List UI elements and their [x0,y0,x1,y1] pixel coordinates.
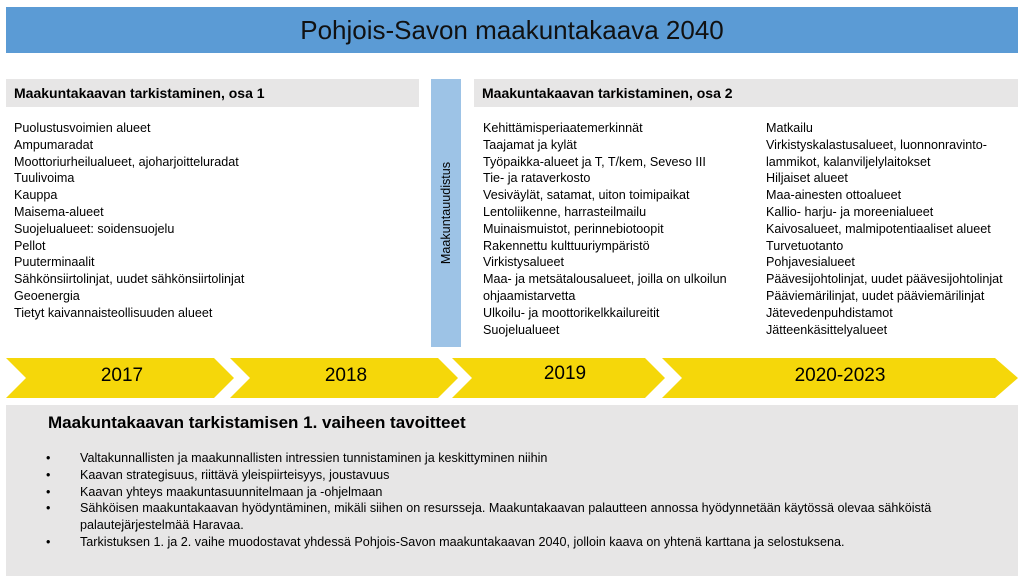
list-item: Kaivosalueet, malmipotentiaaliset alueet [766,221,991,236]
list-item: Kehittämisperiaatemerkinnät [483,121,643,135]
list-item: Muinaismuistot, perinnebiotoopit [483,221,664,236]
goal-item: • Tarkistuksen 1. ja 2. vaihe muodostavat yhdessä Pohjois-Savon maakuntakaavan 2040, jolloin kaava on yhtenä karttana ja selostuksena. [46,534,1006,551]
part2-header-label: Maakuntakaavan tarkistaminen, osa 2 [482,85,733,101]
list-item: Moottoriurheilualueet, ajoharjoitteluradat [14,154,239,169]
list-item: Kallio- harju- ja moreenialueet [766,204,934,219]
goal-item: • Kaavan strategisuus, riittävä yleispiirteisyys, joustavuus [46,467,1006,484]
list-item: Pääviemärilinjat, uudet pääviemärilinjat [766,288,985,303]
list-item: Rakennettu kulttuuriympäristö [483,238,650,253]
timeline-label: 2018 [324,365,368,386]
list-item: Virkistyskalastusalueet, luonnonravinto- [766,137,987,152]
list-item: Hiljaiset alueet [766,171,848,186]
goal-item: • Kaavan yhteys maakuntasuunnitelmaan ja -ohjelmaan [46,484,1006,501]
list-item: Kauppa [14,188,58,203]
list-item: Taajamat ja kylät [483,137,577,152]
list-item: Tie- ja rataverkosto [483,171,591,186]
list-item: Pohjavesialueet [766,255,855,270]
list-item: Päävesijohtolinjat, uudet päävesijohtolinjat [766,272,1003,287]
part1-header-label: Maakuntakaavan tarkistaminen, osa 1 [14,85,265,101]
goals-title: Maakuntakaavan tarkistamisen 1. vaiheen tavoitteet [48,413,466,432]
list-item: Ampumaradat [14,137,94,152]
timeline-label: 2020-2023 [794,365,886,386]
list-item: Suojelualueet [483,322,560,337]
list-item: Tietyt kaivannaisteollisuuden alueet [14,305,213,320]
list-item: Lentoliikenne, harrasteilmailu [483,204,647,219]
list-item: Puolustusvoimien alueet [14,121,151,135]
page-title: Pohjois-Savon maakuntakaava 2040 [300,14,724,45]
part1-list [14,120,244,322]
list-item: Maisema-alueet [14,204,104,219]
goal-item: • Sähköisen maakuntakaavan hyödyntäminen, mikäli siihen on resursseja. Maakuntakaavan palautteen annossa hyödynnetään käytössä olevaa sähköistä palautejärjestelmää Haravaa. [46,500,1006,534]
goals-list [46,450,1006,551]
list-item: Maa-ainesten ottoalueet [766,188,902,203]
part1-header [6,79,419,107]
list-item: Sähkönsiirtolinjat, uudet sähkönsiirtolinjat [14,272,245,287]
list-item: Ulkoilu- ja moottorikelkkailureitit [483,305,660,320]
list-item: Jätevedenpuhdistamot [766,305,893,320]
vertical-label: Maakuntauudistus [439,161,453,265]
list-item: Tuulivoima [14,171,75,186]
timeline-label: 2019 [543,363,587,384]
part2-list-col2 [766,120,1003,338]
part2-list-col1 [483,120,727,338]
timeline-label: 2017 [100,365,144,386]
list-item: Puuterminaalit [14,255,95,270]
list-item: Virkistysalueet [483,255,564,270]
list-item: Pellot [14,238,46,253]
list-item: Työpaikka-alueet ja T, T/kem, Seveso III [483,154,706,169]
vertical-band [431,79,461,347]
part2-header [474,79,1018,107]
list-item: Maa- ja metsätalousalueet, joilla on ulkoilun [483,272,727,287]
list-item: Vesiväylät, satamat, uiton toimipaikat [483,188,690,203]
list-item: Jätteenkäsittelyalueet [766,322,888,337]
list-item: Matkailu [766,121,813,135]
goal-item: • Valtakunnallisten ja maakunnallisten intressien tunnistaminen ja keskittyminen niihin [46,450,1006,467]
list-item: Geoenergia [14,288,80,303]
list-item: Turvetuotanto [766,238,844,253]
list-item: lammikot, kalanviljelylaitokset [766,154,931,169]
list-item: Suojelualueet: soidensuojelu [14,221,175,236]
list-item: ohjaamistarvetta [483,288,576,303]
title-bar [6,7,1018,53]
